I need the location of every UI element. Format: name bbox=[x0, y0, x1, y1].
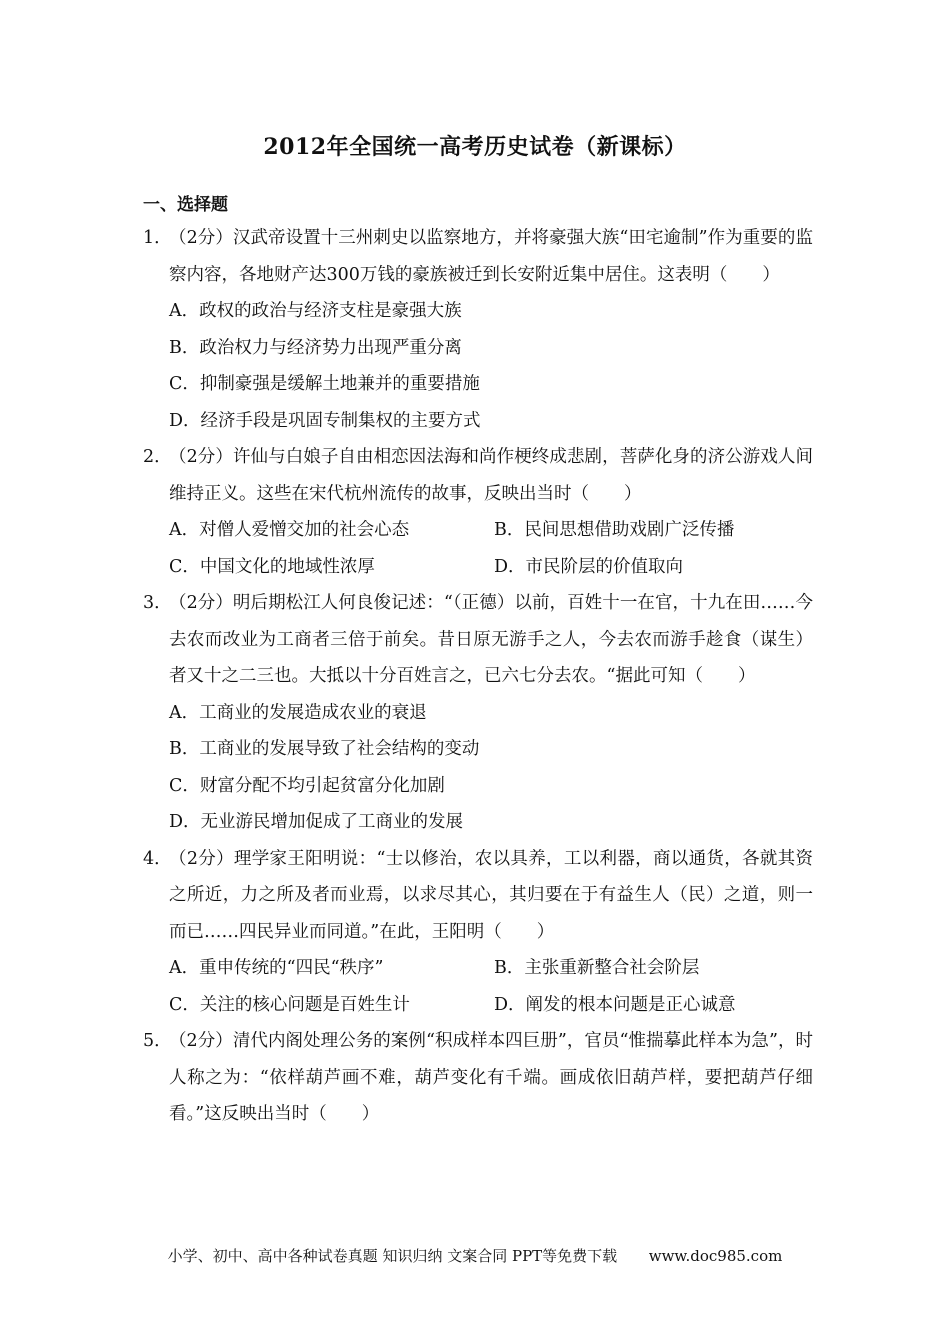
option-b: B．主张重新整合社会阶层 bbox=[494, 958, 700, 978]
option-a: A．工商业的发展造成农业的衰退 bbox=[169, 702, 427, 723]
question-1 bbox=[143, 220, 813, 439]
option-b: B．政治权力与经济势力出现严重分离 bbox=[169, 337, 462, 358]
option-b: B．工商业的发展导致了社会结构的变动 bbox=[169, 739, 480, 759]
question-5 bbox=[143, 1023, 813, 1133]
question-text: （2分）许仙与白娘子自由相恋因法海和尚作梗终成悲剧，菩萨化身的济公游戏人间维持正义。这些在宋代杭州流传的故事，反映出当时（ ） bbox=[169, 447, 813, 504]
question-number: 3． bbox=[143, 593, 172, 613]
question-2 bbox=[143, 439, 813, 585]
option-a: A．重申传统的“四民“秩序” bbox=[169, 958, 384, 978]
question-text: （2分）明后期松江人何良俊记述：“（正德）以前，百姓十一在官，十九在田……今去农而改业为工商者三倍于前矣。昔日原无游手之人，今去农而游手趁食（谋生）者又十之二三也。大抵以十分百姓言之，已六七分去农。“据此可知（ ） bbox=[169, 593, 813, 686]
page-footer bbox=[0, 1245, 950, 1266]
option-c: C．抑制豪强是缓解土地兼并的重要措施 bbox=[169, 374, 480, 394]
option-c: C．关注的核心问题是百姓生计 bbox=[169, 994, 410, 1015]
question-text: （2分）理学家王阳明说：“士以修治，农以具养，工以利器，商以通货，各就其资之所近，力之所及者而业焉，以求尽其心，其归要在于有益生人（民）之道，则一而已……四民异业而同道。”在此，王阳明（ ） bbox=[169, 848, 813, 942]
question-number: 4． bbox=[143, 848, 172, 869]
question-3 bbox=[143, 585, 813, 841]
question-4 bbox=[143, 841, 813, 1024]
option-c: C．财富分配不均引起贫富分化加剧 bbox=[169, 775, 445, 796]
option-b: B．民间思想借助戏剧广泛传播 bbox=[494, 520, 735, 540]
option-d: D．阐发的根本问题是正心诚意 bbox=[494, 994, 736, 1015]
footer-url-link[interactable]: www.doc985.com bbox=[648, 1247, 783, 1265]
question-text: （2分）清代内阁处理公务的案例“积成样本四巨册”，官员“惟揣摹此样本为急”，时人称之为：“依样葫芦画不难，葫芦变化有千端。画成依旧葫芦样，要把葫芦仔细看。”这反映出当时（ ） bbox=[169, 1031, 813, 1124]
option-d: D．经济手段是巩固专制集权的主要方式 bbox=[169, 410, 481, 431]
page-title: 2012年全国统一高考历史试卷（新课标） bbox=[263, 134, 687, 160]
section-heading: 一、选择题 bbox=[143, 195, 228, 215]
question-number: 5． bbox=[143, 1031, 172, 1051]
option-a: A．政权的政治与经济支柱是豪强大族 bbox=[169, 301, 462, 321]
option-c: C．中国文化的地域性浓厚 bbox=[169, 556, 375, 577]
question-number: 2． bbox=[143, 447, 172, 467]
option-a: A．对僧人爱憎交加的社会心态 bbox=[169, 520, 410, 540]
question-list bbox=[143, 220, 813, 1133]
question-text: （2分）汉武帝设置十三州刺史以监察地方，并将豪强大族“田宅逾制”作为重要的监察内容，各地财产达300万钱的豪族被迁到长安附近集中居住。这表明（ ） bbox=[169, 228, 813, 285]
question-number: 1． bbox=[143, 228, 172, 248]
footer-promo-text: 小学、初中、高中各种试卷真题 知识归纳 文案合同 PPT等免费下载 bbox=[167, 1247, 618, 1265]
option-d: D．市民阶层的价值取向 bbox=[494, 556, 684, 577]
option-d: D．无业游民增加促成了工商业的发展 bbox=[169, 812, 464, 832]
